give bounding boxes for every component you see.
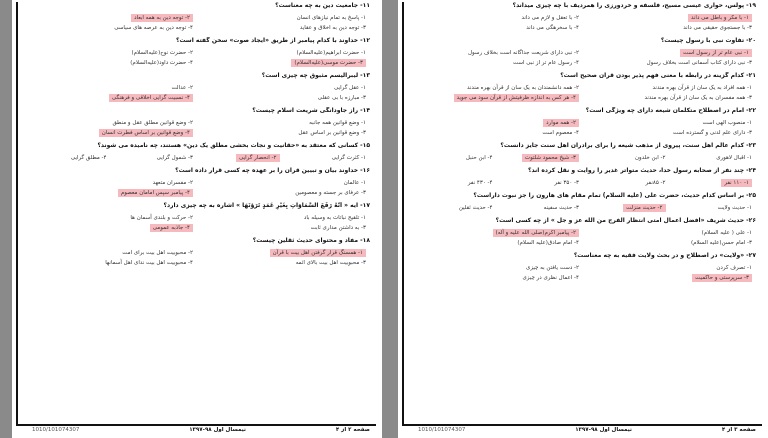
answer-option [28,83,197,93]
answer-option [288,153,371,163]
question-text: ۱۱- جامعیت دین به چه معناست؟ [275,2,370,9]
answer-option [201,93,370,103]
answer-option [414,128,583,138]
option-text: ۲- حرکت و بلندی آسمان ها [130,215,193,221]
answer-option [674,153,757,163]
option-text: ۴- مطلق گرایی [70,155,107,161]
option-text: ۳- وضع قوانین بر اساس عقل [298,130,366,136]
answer-option [501,203,584,213]
answer-option-highlighted [28,128,197,138]
question-block [414,192,756,213]
option-text: ۱- حضرت ابراهیم(علیه‌السلام) [296,50,366,56]
answer-option [201,83,370,93]
options-grid [28,48,370,68]
answer-option-highlighted [201,153,284,163]
answer-option [28,58,197,68]
question-block [414,37,756,68]
option-text: ۱- کثرت گرایی [331,155,366,161]
answer-option [587,228,756,238]
option-text: ۲- با تعقل و لازم می داند [521,15,579,21]
course-code: 1010/101074307 [32,427,80,433]
answer-option [115,153,198,163]
option-text: ۳- به داشتن مداری ثابت [310,225,366,231]
options-grid [414,263,756,283]
answer-option [201,188,370,198]
question-block [414,252,756,283]
answer-option [587,153,670,163]
answer-option [587,128,756,138]
answer-option [28,153,111,163]
answer-option [201,258,370,268]
question-block [28,2,370,33]
answer-option [414,23,583,33]
option-text: ۳- سرپرستی و حاکمیت [692,274,752,282]
page-footer [404,424,762,436]
option-text: ۲- حضرت نوح(علیه‌السلام) [131,50,193,56]
option-text: ۲- پیامبر اکرم(صلی الله علیه و آله) [493,229,579,237]
options-grid [414,83,756,103]
question-block [414,167,756,188]
option-text: ۱- همه افراد به یک سان از قرآن بهره مندند [652,85,752,91]
answer-option [414,263,583,273]
options-grid [28,83,370,103]
option-text: ۴- رسول عام تر از نبی است [513,60,579,66]
answer-option [414,48,583,58]
option-text: ۲- ابن خلدون [635,155,666,161]
question-text: ۲۶- حدیث شریف «افضل اعمال امتی انتظار الفرج من الله عز و جل » از چه کسی است؟ [495,217,756,224]
answer-option-highlighted [28,223,197,233]
question-text: ۱۳- لیبرالیسم مثبوق چه چیزی است؟ [261,72,370,79]
option-text: ۲- نبی دارای شریعت جداگانه است بخلاف رسول [468,50,579,56]
question-block [414,107,756,138]
term-label: نیمسال اول ۹۸-۱۳۹۷ [575,427,632,433]
answer-option [201,13,370,23]
option-text: ۳- توجه دین به اخلاق و عقاید [299,25,366,31]
question-text: ۱۹- پولس، حواری عیسی مسیح، فلسفه و خردورزی را همردیف با چه چیزی میداند؟ [512,2,756,9]
option-text: ۲- همه موارد [543,119,579,127]
answer-option [201,128,370,138]
option-text: ۴- نسبیت گرایی اخلاقی و فرهنگی [109,94,193,102]
option-text: ۳- حدیث سفینه [543,205,579,211]
course-code: 1010/101074307 [418,427,466,433]
question-block [28,107,370,138]
answer-option [587,263,756,273]
question-text: ۱۴- راز جاودانگی شریعت اسلام چیست؟ [252,107,370,114]
options-grid [28,213,370,233]
question-block [28,167,370,198]
option-text: ۱- اقبال لاهوری [716,155,752,161]
option-text: ۱- علی ( علیه السلام) [701,230,752,236]
option-text: ۲- ۸۵نفر [645,180,666,186]
options-grid [28,178,370,198]
question-block [414,72,756,103]
options-grid [414,178,756,188]
option-text: ۳- ۳۵۰ نفر [554,180,579,186]
answer-option-highlighted [414,118,583,128]
answer-option [414,153,497,163]
question-text: ۲۱- کدام گزینه در رابطه با معنی فهم پذیر بودن قرآن صحیح است؟ [560,72,756,79]
option-text: ۳- دارای علم لدنی و گسترده است [672,130,752,136]
option-text: ۴- حدیث ثقلین [458,205,493,211]
answer-option-highlighted [587,13,756,23]
question-block [414,2,756,33]
option-text: ۳- عرفای بر جسته و معصومین [295,190,366,196]
question-text: ۱۵- کسانی که معتقد به «حقانیت و نجات بخشی مطلق یک دین» هستند، چه نامیده می شوند؟ [97,142,370,149]
answer-option [28,248,197,258]
options-grid [414,153,756,163]
option-text: ۲- حدیث منزلت [623,204,665,212]
option-text: ۱- تصرف کردن [716,265,752,271]
question-block [28,202,370,233]
answer-option-highlighted [587,48,756,58]
option-text: ۴- با سخرهگی می داند [526,25,579,31]
answer-option [501,178,584,188]
option-text: ۴- اعمال نظری در چیزی [522,275,579,281]
option-text: ۲- انحصار گرایی [236,154,279,162]
answer-option-highlighted [28,188,197,198]
option-text: ۴- محبوبیت اهل بیت ندای اهل آسمانها [105,260,193,266]
option-text: ۳- با جستجوی حقیقی می داند [683,25,752,31]
options-grid [414,48,756,68]
answer-option [587,118,756,128]
option-text: ۴- ابن حنبل [465,155,493,161]
answer-option-highlighted [501,153,584,163]
options-grid [28,153,370,163]
questions-column [414,2,756,426]
option-text: ۳- مبارزه با بی عقلی [317,95,366,101]
question-text: ۲۷- «ولایت» در اصطلاح و در بحث ولایت فقیه به چه معناست؟ [573,252,756,259]
option-text: ۲- عدالت [171,85,193,91]
answer-option [587,238,756,248]
term-label: نیمسال اول ۹۸-۱۳۹۷ [189,427,246,433]
option-text: ۲- همه دانشمندان به یک سان از قرآن بهره مندند [467,85,579,91]
option-text: ۲- دست یافتن به چیزی [526,265,579,271]
option-text: ۴- حضرت داود(علیه‌السلام) [130,60,193,66]
option-text: ۳- شیخ محمود شلتوت [522,154,579,162]
option-text: ۴- امام صادق(علیه السلام) [517,240,579,246]
answer-option-highlighted [587,273,756,283]
page-number: صفحه ۳ از ۴ [721,427,756,433]
page-footer [18,424,376,436]
option-text: ۱- وضع قوانین همه جانبه [309,120,366,126]
option-text: ۱- تلقیح نباتات به وسیله باد [303,215,366,221]
answer-option-highlighted [201,248,370,258]
answer-option-highlighted [28,93,197,103]
option-text: ۳- محبوبیت اهل بیت بالای ائمه [295,260,366,266]
option-text: ۱- عالمان [343,180,366,186]
question-block [28,72,370,103]
option-text: ۴- پیامبر سپس امامان معصوم [118,189,193,197]
question-text: ۱۶- خداوند بیان و تبیین قرآن را بر عهده چه کسی قرار داده است؟ [175,167,370,174]
answer-option [587,83,756,93]
exam-page-3 [398,0,768,438]
option-text: ۱- با مکر و باطل می داند [688,14,752,22]
answer-option [201,213,370,223]
option-text: ۴- وضع قوانین بر اساس فطرت انسان [99,129,193,137]
option-text: ۲- توجه دین به همه ابعاد [131,14,193,22]
question-block [414,142,756,163]
option-text: ۱- منصوب الهی است [702,120,752,126]
options-grid [28,248,370,268]
question-block [28,37,370,68]
answer-option [414,273,583,283]
answer-option [414,238,583,248]
option-text: ۳- همه مفسران به یک سان از قرآن بهره مندند [644,95,752,101]
page-frame [16,2,376,433]
option-text: ۲- وضع قوانین مطلق عقل و منطق [112,120,193,126]
question-block [414,217,756,248]
question-text: ۲۳- کدام عالم اهل سنت، پیروی از مذهب شیعه را برای برادران اهل سنت جایز دانست؟ [500,142,756,149]
answer-option [587,23,756,33]
answer-option-highlighted [587,203,670,213]
page-number: صفحه ۲ از ۴ [335,427,370,433]
answer-option [28,258,197,268]
answer-option [201,48,370,58]
option-text: ۳- حضرت موسی(علیه‌السلام) [291,59,366,67]
answer-option-highlighted [28,13,197,23]
exam-page-2 [12,0,382,438]
option-text: ۴- معصوم است [542,130,579,136]
option-text: ۴- توجه دین به عرصه های سیاسی [114,25,193,31]
option-text: ۱- نبی عام تر از رسول است [680,49,752,57]
question-text: ۱۸- مفاد و محتوای حدیث ثقلین چیست؟ [252,237,370,244]
answer-option [587,93,756,103]
option-text: ۴- هر کس به اندازه ظرفیتش از قرآن سود می جوید [454,94,579,102]
option-text: ۳- شمول گرایی [156,155,193,161]
answer-option [414,58,583,68]
answer-option [28,23,197,33]
question-text: ۲۲- امام در اصطلاح متکلمان شیعه دارای چه ویژگی است؟ [585,107,756,114]
answer-option-highlighted [414,93,583,103]
answer-option [674,203,757,213]
answer-option-highlighted [201,58,370,68]
answer-option [201,23,370,33]
answer-option [587,58,756,68]
question-text: ۲۰- تفاوت نبی با رسول چیست؟ [660,37,756,44]
question-text: ۲۴- چند نفر از صحابه رسول خدا، حدیث متواتر غدیر را روایت و نقل کرده اند؟ [528,167,756,174]
option-text: ۴- ۴۳۰ نفر [467,180,493,186]
question-text: ۱۷- آیه « أَنَّهُ رَفَعَ السَّمَاوَاتِ بِغَيْرِ عَمَدٍ تَرَوْنَهَا » اشاره به چه چیزی دارد؟ [163,202,370,209]
answer-option [28,213,197,223]
options-grid [414,118,756,138]
option-text: ۲- محبوبیت اهل بیت برای امت [122,250,193,256]
options-grid [414,13,756,33]
answer-option [587,178,670,188]
question-text: ۱۲- خداوند با کدام پیامبر از طریق «ایجاد صوت» سخن گفته است؟ [175,37,370,44]
options-grid [414,228,756,248]
answer-option [28,178,197,188]
option-text: ۴- جاذبه عمومی [150,224,193,232]
option-text: ۱- حدیث ولایت [717,205,752,211]
question-block [28,237,370,268]
answer-option [28,48,197,58]
answer-option [414,13,583,23]
option-text: ۱- ۱۱۰ نفر [721,179,752,187]
questions-column [28,2,370,426]
answer-option [201,118,370,128]
answer-option [414,203,497,213]
options-grid [28,13,370,33]
question-block [28,142,370,163]
options-grid [414,203,756,213]
question-text: ۲۵- بر اساس کدام حدیث، حضرت علی (علیه السلام) تمام مقام های هارون را جز نبوت داراست؟ [473,192,756,199]
answer-option [201,178,370,188]
answer-option-highlighted [674,178,757,188]
option-text: ۳- امام حسن(علیه السلام) [690,240,752,246]
option-text: ۱- همسنگ قرار گرفتن اهل بیت با قرآن [270,249,366,257]
answer-option [28,118,197,128]
page-frame [402,2,762,433]
answer-option [414,83,583,93]
option-text: ۲- مفسران متعهد [152,180,193,186]
options-grid [28,118,370,138]
answer-option [414,178,497,188]
answer-option [201,223,370,233]
answer-option-highlighted [414,228,583,238]
option-text: ۱- عقل گرایی [334,85,366,91]
option-text: ۱- پاسخ به تمام نیازهای انسان [296,15,366,21]
option-text: ۳- نبی دارای کتاب آسمانی است بخلاف رسول [646,60,752,66]
